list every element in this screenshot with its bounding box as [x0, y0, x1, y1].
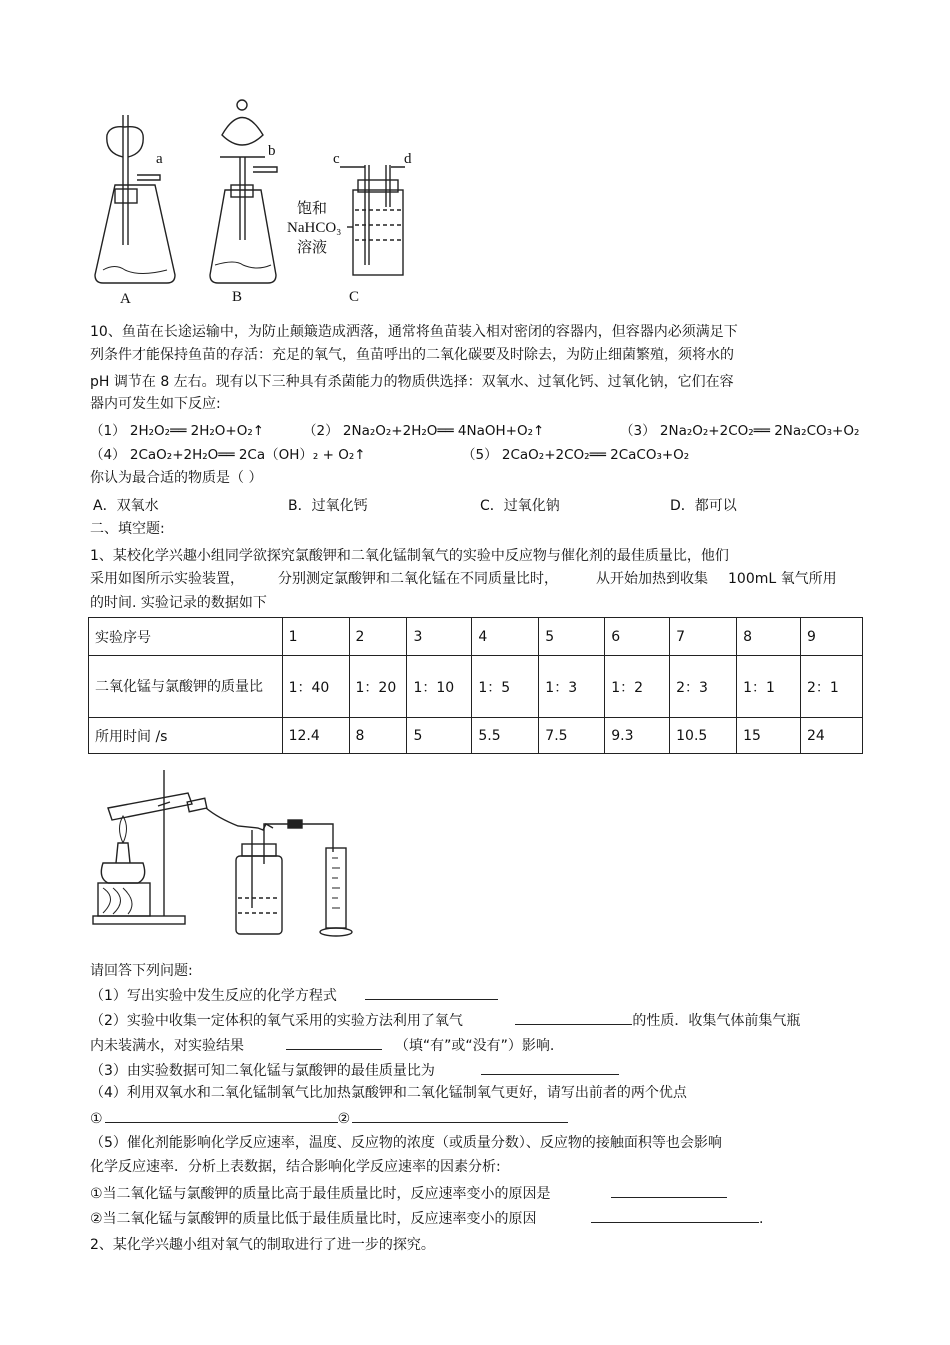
question-2-text-a: （2）实验中收集一定体积的氧气采用的实验方法利用了氧气: [90, 1013, 463, 1029]
table-row: [89, 618, 863, 656]
question-4: （4）利用双氧水和二氧化锰制氧气比加热氯酸钾和二氧化锰制氧气更好，请写出前者的两个优点: [90, 1085, 687, 1101]
question-5c-text: ①当二氧化锰与氯酸钾的质量比高于最佳质量比时，反应速率变小的原因是: [90, 1186, 551, 1202]
q4-marker-2: ②: [337, 1111, 351, 1127]
label-a: a: [156, 151, 163, 167]
question-1: [90, 985, 498, 1005]
table-cell: 1：1: [737, 656, 801, 718]
question-4-answers: [90, 1108, 568, 1128]
answer-blank-4a[interactable]: [105, 1108, 338, 1123]
question-1-text: （1）写出实验中发生反应的化学方程式: [90, 988, 337, 1004]
q4-marker-1: ①: [90, 1111, 103, 1127]
table-cell: 8: [349, 718, 407, 754]
row-header: 所用时间 /s: [89, 718, 283, 754]
label-C: C: [349, 289, 360, 305]
question-5d-end: .: [759, 1211, 764, 1227]
option-b: B．过氧化钙: [288, 498, 368, 514]
question-5c: [90, 1183, 727, 1203]
table-cell: 1：5: [472, 656, 539, 718]
problem-2: 2、某化学兴趣小组对氧气的制取进行了进一步的探究。: [90, 1237, 435, 1253]
p1-line2: [90, 570, 837, 588]
p1-line2b: 分别测定氯酸钾和二氧化锰在不同质量比时，: [278, 571, 558, 587]
table-row: [89, 718, 863, 754]
label-A: A: [120, 291, 131, 307]
question-2-text-b: 的性质．收集气体前集气瓶: [632, 1013, 801, 1029]
solution-label-3: 溶液: [297, 238, 328, 256]
q10-line4: 器内可发生如下反应:: [90, 396, 221, 412]
reaction-1: （1） 2H₂O₂══ 2H₂O+O₂↑: [90, 423, 265, 439]
question-5d: [90, 1208, 763, 1228]
table-cell: 5.5: [472, 718, 539, 754]
table-cell: 24: [801, 718, 863, 754]
q10-line1: 10、鱼苗在长途运输中，为防止颠簸造成洒落，通常将鱼苗装入相对密闭的容器内，但容器内必须满足下: [90, 324, 738, 340]
heating-apparatus-figure: [88, 768, 358, 940]
solution-label-1: 饱和: [297, 199, 328, 217]
reaction-5: （5） 2CaO₂+2CO₂══ 2CaCO₃+O₂: [462, 447, 690, 463]
answer-blank-5a[interactable]: [611, 1183, 727, 1198]
row-header: 实验序号: [89, 618, 283, 656]
label-d: d: [404, 151, 412, 167]
p1-line2a: 采用如图所示实验装置，: [90, 571, 244, 587]
table-row: [89, 656, 863, 718]
question-2-text-c: 内未装满水，对实验结果: [90, 1038, 244, 1054]
table-cell: 4: [472, 618, 539, 656]
table-cell: 5: [539, 618, 605, 656]
table-cell: 10.5: [670, 718, 737, 754]
answer-blank-1[interactable]: [365, 985, 498, 1000]
table-cell: 1：20: [349, 656, 407, 718]
reaction-4: （4） 2CaO₂+2H₂O══ 2Ca（OH）₂ + O₂↑: [90, 447, 366, 463]
label-B: B: [232, 289, 243, 305]
table-cell: 1：2: [605, 656, 670, 718]
table-cell: 3: [407, 618, 472, 656]
answer-blank-5b[interactable]: [591, 1208, 759, 1223]
label-c: c: [333, 151, 340, 167]
question-5b: 化学反应速率．分析上表数据，结合影响化学反应速率的因素分析:: [90, 1159, 501, 1175]
table-cell: 6: [605, 618, 670, 656]
table-cell: 9.3: [605, 718, 670, 754]
table-cell: 8: [737, 618, 801, 656]
table-cell: 1: [282, 618, 349, 656]
reaction-2: （2） 2Na₂O₂+2H₂O══ 4NaOH+O₂↑: [303, 423, 545, 439]
table-cell: 2：3: [670, 656, 737, 718]
section-title: 二、填空题:: [90, 521, 165, 537]
question-2-cont: [90, 1035, 554, 1055]
p1-line2d: 100mL 氧气所用: [728, 571, 837, 587]
table-cell: 2：1: [801, 656, 863, 718]
row-header: 二氧化锰与氯酸钾的质量比: [89, 656, 283, 718]
question-3: [90, 1060, 619, 1080]
table-cell: 12.4: [282, 718, 349, 754]
q10-line3: pH 调节在 8 左右。现有以下三种具有杀菌能力的物质供选择：双氧水、过氧化钙、过氧化钠，它们在容: [90, 374, 734, 390]
questions-intro: 请回答下列问题:: [90, 963, 193, 979]
p1-line2c: 从开始加热到收集: [596, 571, 708, 587]
solution-label-2: NaHCO₃: [287, 220, 342, 236]
answer-blank-3[interactable]: [481, 1060, 619, 1075]
question-5a: （5）催化剂能影响化学反应速率，温度、反应物的浓度（或质量分数）、反应物的接触面积等也会影响: [90, 1135, 722, 1151]
q10-ask: 你认为最合适的物质是（ ）: [90, 470, 263, 486]
table-cell: 15: [737, 718, 801, 754]
option-a: A．双氧水: [93, 498, 159, 514]
table-cell: 9: [801, 618, 863, 656]
data-table: [88, 617, 863, 754]
table-cell: 2: [349, 618, 407, 656]
question-2-text-d: （填“有”或“没有”）影响.: [394, 1038, 555, 1054]
flask-b: [210, 190, 276, 283]
question-5d-text: ②当二氧化锰与氯酸钾的质量比低于最佳质量比时，反应速率变小的原因: [90, 1211, 537, 1227]
option-c: C．过氧化钠: [480, 498, 560, 514]
answer-blank-2b[interactable]: [286, 1035, 382, 1050]
table-cell: 1：40: [282, 656, 349, 718]
question-3-text: （3）由实验数据可知二氧化锰与氯酸钾的最佳质量比为: [90, 1063, 435, 1079]
q10-line2: 列条件才能保持鱼苗的存活：充足的氧气，鱼苗呼出的二氧化碳要及时除去，为防止细菌繁殖，须将水的: [90, 347, 734, 363]
table-cell: 7: [670, 618, 737, 656]
question-2: [90, 1010, 800, 1030]
option-d: D．都可以: [670, 498, 737, 514]
table-cell: 1：10: [407, 656, 472, 718]
p1-line3: 的时间. 实验记录的数据如下: [90, 595, 267, 611]
answer-blank-4b[interactable]: [352, 1108, 568, 1123]
table-cell: 5: [407, 718, 472, 754]
table-cell: 7.5: [539, 718, 605, 754]
label-b: b: [268, 143, 276, 159]
wash-bottle-c: [353, 190, 403, 275]
table-cell: 1：3: [539, 656, 605, 718]
apparatus-abc-figure: [85, 95, 425, 310]
reaction-3: （3） 2Na₂O₂+2CO₂══ 2Na₂CO₃+O₂: [620, 423, 860, 439]
answer-blank-2a[interactable]: [515, 1010, 632, 1025]
p1-line1: 1、某校化学兴趣小组同学欲探究氯酸钾和二氧化锰制氧气的实验中反应物与催化剂的最佳质量比，他们: [90, 548, 729, 564]
